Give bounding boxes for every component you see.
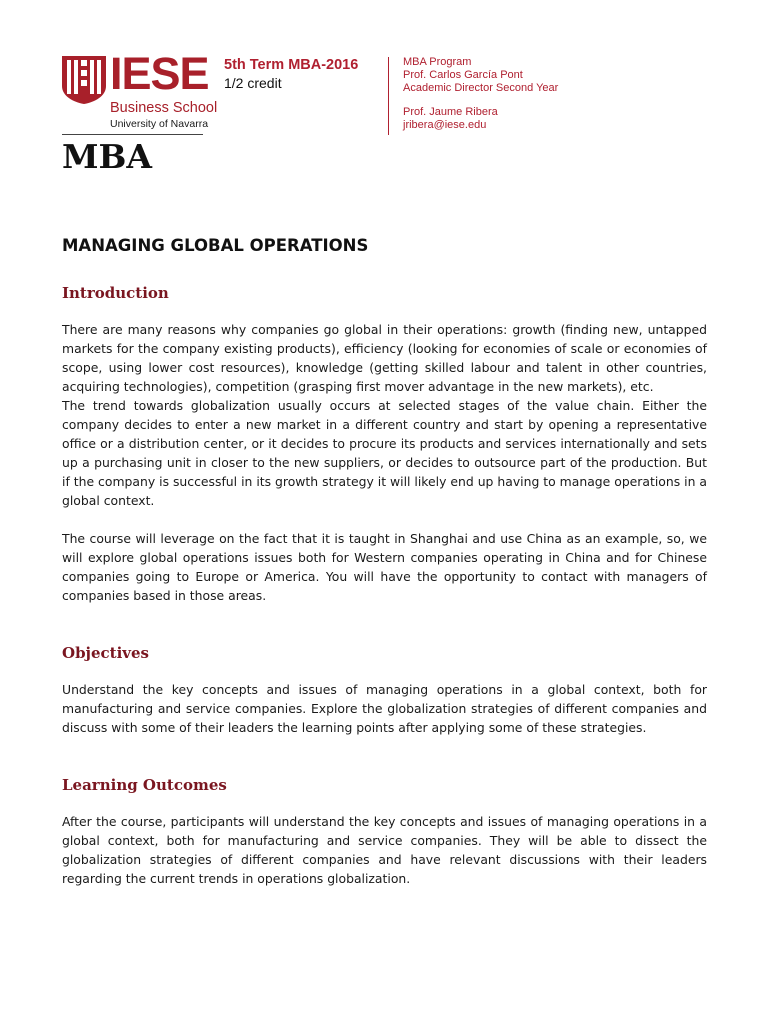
section-heading-learning-outcomes: Learning Outcomes (62, 776, 227, 794)
document-title: MANAGING GLOBAL OPERATIONS (62, 236, 369, 255)
intro-paragraph-3: The course will leverage on the fact that it is taught in Shanghai and use China as an example, so, we will explore global operations issues both for Western companies operating in China and for Chinese companies going to Europe or America. You will have the opportunity to contact with managers of companies based in those areas. (62, 531, 707, 603)
contact-program: MBA Program (403, 56, 472, 68)
logo-school-name: Business School (110, 100, 218, 116)
iese-shield-icon (62, 56, 106, 104)
program-label: MBA (62, 137, 153, 176)
term-label: 5th Term MBA-2016 (224, 57, 359, 73)
page-header (0, 0, 768, 190)
logo-wordmark: IESE (110, 48, 209, 99)
section-heading-objectives: Objectives (62, 644, 149, 662)
intro-paragraph-2: The trend towards globalization usually occurs at selected stages of the value chain. Either the company decides to enter a new market in a different country and start by opening a representative office or a distribution center, or it decides to procure its products and services internationally and sets up a purchasing unit in closer to the new suppliers, or decides to outsource part of the production. But if the company is successful in its growth strategy it will likely end up having to manage operations in a global context. (62, 398, 707, 508)
logo-university-name: University of Navarra (110, 118, 209, 130)
intro-paragraph-1: There are many reasons why companies go global in their operations: growth (finding new, untapped markets for the company existing products), efficiency (looking for economies of scale or economies of scope, using lower cost resources), knowledge (getting skilled labour and talent in other countries, acquiring technologies), competition (grasping first mover advantage in the new markets), etc. (62, 322, 707, 394)
contact-director-name: Prof. Carlos García Pont (403, 69, 523, 81)
objectives-paragraph: Understand the key concepts and issues of managing operations in a global context, both for manufacturing and service companies. Explore the globalization strategies of different companies and discuss with some of their leaders the learning points after applying some of these strategies. (62, 682, 707, 735)
document-body (62, 234, 707, 888)
contact-director-role: Academic Director Second Year (403, 82, 559, 94)
logo-divider (62, 134, 203, 135)
contact-block (403, 56, 558, 132)
section-heading-introduction: Introduction (62, 284, 169, 302)
credit-label: 1/2 credit (224, 75, 282, 91)
learning-outcomes-paragraph: After the course, participants will understand the key concepts and issues of managing operations in a global context, both for manufacturing and service companies. They will be able to dissect the globalization strategies of different companies and have relevant discussions with their leaders regarding the current trends in operations globalization. (62, 814, 707, 886)
header-divider (388, 57, 389, 135)
contact-professor: Prof. Jaume Ribera (403, 106, 498, 118)
contact-email[interactable]: jribera@iese.edu (403, 119, 487, 131)
